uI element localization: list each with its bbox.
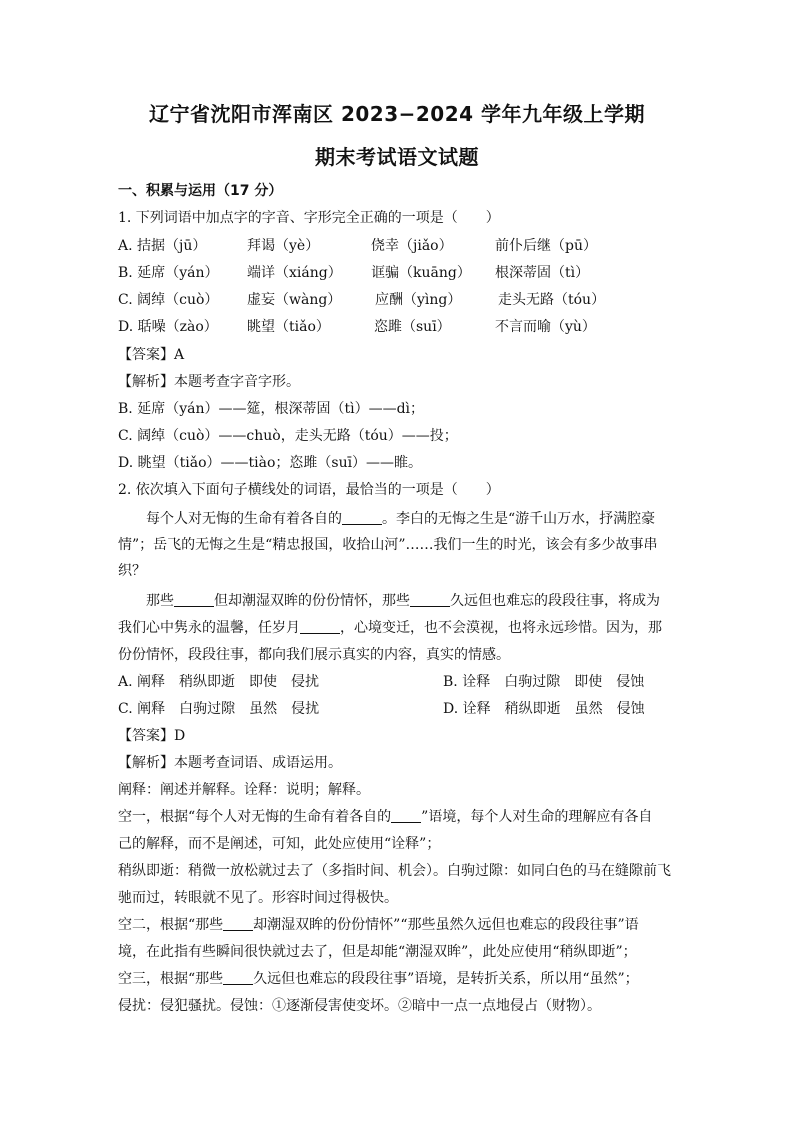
blank-line — [410, 592, 450, 607]
q2-analysis-line: 空三，根据“那些 久远但也难忘的段段往事”语境，是转折关系，所以用“虽然”； — [118, 971, 639, 987]
q1-analysis-line: 【解析】本题考查字音字形。 — [118, 374, 300, 390]
q1-option-a-3: 侥幸（jiǎo） — [371, 238, 453, 254]
blank-line — [300, 619, 340, 634]
title-line-1: 辽宁省沈阳市浑南区 2023−2024 学年九年级上学期 — [148, 102, 645, 126]
q1-option-b-2: 端详（xiáng） — [247, 265, 342, 281]
q2-analysis-line: 空一，根据“每个人对无悔的生命有着各自的 ”语境，每个人对生命的理解应有各自 — [118, 809, 653, 825]
q1-option-c-4: 走头无路（tóu） — [498, 292, 606, 308]
blank-line — [391, 808, 421, 823]
q2-analysis-line: 【解析】本题考查词语、成语运用。 — [118, 755, 342, 771]
q2-analysis-line: 己的解释，而不是阐述，可知，此处应使用“诠释”； — [118, 836, 441, 852]
q1-option-b-4: 根深蒂固（tì） — [495, 265, 590, 281]
q1-option-d-1: D. 聒噪（zào） — [118, 319, 218, 335]
q2-analysis-line: 稍纵即逝：稍微一放松就过去了（多指时间、机会）。白驹过隙：如同白色的马在缝隙前飞 — [118, 863, 671, 879]
q2-passage2-line: 份份情怀，段段往事，都向我们展示真实的内容，真实的情感。 — [118, 647, 510, 663]
q2-passage2-line: 那些 但却潮湿双眸的份份情怀，那些 久远但也难忘的段段往事，将成为 — [146, 593, 660, 609]
q2-answer: 【答案】D — [118, 728, 186, 744]
title-line-2: 期末考试语文试题 — [315, 145, 479, 169]
q2-passage1-line: 情”；岳飞的无悔之生是“精忠报国，收拾山河”……我们一生的时光，该会有多少故事串 — [118, 537, 658, 553]
blank-line — [223, 970, 253, 985]
q1-option-a-4: 前仆后继（pū） — [495, 238, 597, 254]
section-heading: 一、积累与运用（17 分） — [118, 183, 283, 199]
q2-option-a: A. 阐释 稍纵即逝 即使 侵扰 — [118, 674, 320, 690]
blank-line — [223, 916, 253, 931]
q2-analysis-line: 阐释：阐述并解释。诠释：说明；解释。 — [118, 782, 370, 798]
q2-analysis-line: 空二，根据“那些 却潮湿双眸的份份情怀”“那些虽然久远但也难忘的段段往事”语 — [118, 917, 639, 933]
q2-option-c: C. 阐释 白驹过隙 虽然 侵扰 — [118, 701, 320, 717]
q1-option-a-1: A. 拮据（jū） — [118, 238, 207, 254]
blank-line — [174, 592, 214, 607]
q2-passage1-line: 织？ — [118, 563, 146, 579]
q2-option-d: D. 诠释 稍纵即逝 虽然 侵蚀 — [443, 701, 645, 717]
q1-option-a-2: 拜谒（yè） — [247, 238, 320, 254]
q1-option-c-3: 应酬（yìng） — [375, 292, 462, 308]
q2-stem: 2. 依次填入下面句子横线处的词语，最恰当的一项是（ ） — [118, 482, 500, 498]
q2-analysis-line: 侵扰：侵犯骚扰。侵蚀：①逐渐侵害使变坏。②暗中一点一点地侵占（财物）。 — [118, 998, 601, 1014]
q1-answer: 【答案】A — [118, 347, 185, 363]
blank-line — [342, 510, 382, 525]
q1-option-d-3: 恣雎（suī） — [374, 319, 451, 335]
q2-passage2-line: 我们心中隽永的温馨，任岁月 ，心境变迁，也不会漠视，也将永远珍惜。因为，那 — [118, 620, 662, 636]
q1-option-c-2: 虚妄（wàng） — [247, 292, 342, 308]
q2-analysis-line: 境，在此指有些瞬间很快就过去了，但是却能“潮湿双眸”，此处应使用“稍纵即逝”； — [118, 944, 637, 960]
q1-analysis-line: B. 延席（yán）——筵，根深蒂固（tì）——dì； — [118, 401, 425, 417]
q1-stem: 1. 下列词语中加点字的字音、字形完全正确的一项是（ ） — [118, 210, 500, 226]
q1-option-b-1: B. 延席（yán） — [118, 265, 219, 281]
q1-option-d-4: 不言而喻（yù） — [495, 319, 596, 335]
q1-analysis-line: D. 眺望（tiǎo）——tiào；恣雎（suī）——睢。 — [118, 455, 423, 471]
q1-analysis-line: C. 阔绰（cuò）——chuò，走头无路（tóu）——投； — [118, 428, 458, 444]
q1-option-b-3: 诓骗（kuāng） — [371, 265, 471, 281]
q2-option-b: B. 诠释 白驹过隙 即使 侵蚀 — [443, 674, 645, 690]
q2-analysis-line: 驰而过，转眼就不见了。形容时间过得极快。 — [118, 890, 398, 906]
q2-passage1-line: 每个人对无悔的生命有着各自的 。李白的无悔之生是“游千山万水，抒满腔豪 — [146, 511, 656, 527]
q1-option-d-2: 眺望（tiǎo） — [247, 319, 330, 335]
q1-option-c-1: C. 阔绰（cuò） — [118, 292, 219, 308]
